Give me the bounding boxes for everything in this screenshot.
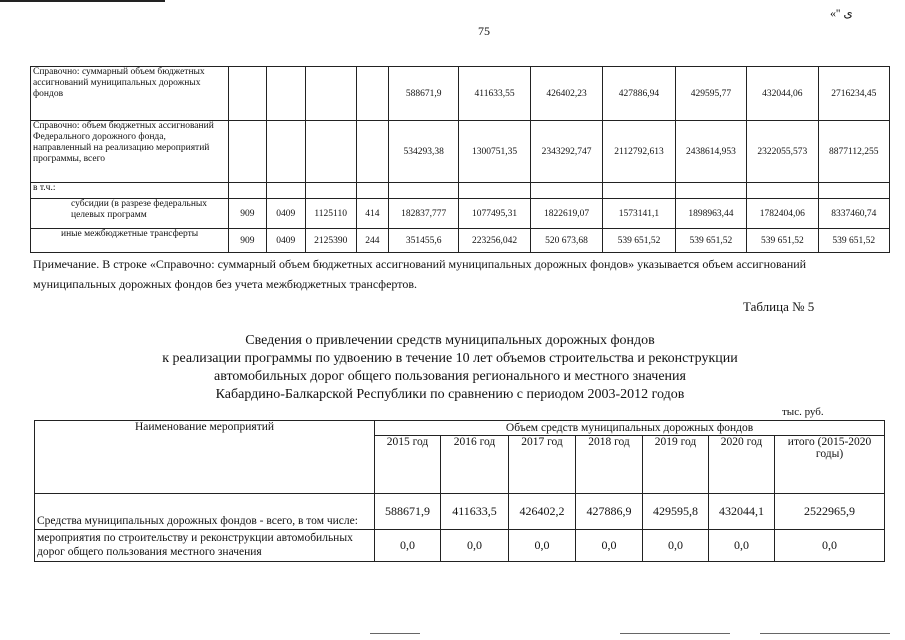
- value-cell: [459, 183, 530, 199]
- heading-line: Кабардино-Балкарской Республики по сравнению с периодом 2003-2012 годов: [215, 387, 685, 402]
- heading-line: к реализации программы по удвоению в течение 10 лет объемов строительства и реконструкции: [162, 351, 738, 366]
- value-cell: 427886,94: [603, 67, 675, 121]
- table-row: [31, 229, 890, 253]
- code-cell: [228, 121, 266, 183]
- table-row: [31, 199, 890, 229]
- code-cell: [305, 67, 356, 121]
- value-cell: [675, 183, 746, 199]
- table-row: [31, 67, 890, 121]
- column-header-year: 2015 год: [375, 436, 441, 494]
- heading-line: Сведения о привлечении средств муниципальных дорожных фондов: [245, 333, 655, 348]
- value-cell: [818, 183, 889, 199]
- heading-line: автомобильных дорог общего пользования регионального и местного значения: [214, 369, 686, 384]
- top-rule: [0, 0, 165, 2]
- value-cell: 411633,5: [441, 494, 509, 530]
- value-cell: 432044,06: [747, 67, 818, 121]
- code-cell: 0409: [266, 199, 305, 229]
- value-cell: [747, 183, 818, 199]
- table-row: [35, 494, 885, 530]
- value-cell: 539 651,52: [818, 229, 889, 253]
- value-cell: [389, 183, 459, 199]
- value-cell: 182837,777: [389, 199, 459, 229]
- value-cell: 539 651,52: [675, 229, 746, 253]
- value-cell: 0,0: [643, 530, 709, 562]
- value-cell: [603, 183, 675, 199]
- row-name: Справочно: объем бюджетных ассигнований Федерального дорожного фонда, направленный на реализацию мероприятий программы, всего: [31, 121, 229, 183]
- value-cell: 427886,9: [576, 494, 643, 530]
- value-cell: 426402,2: [509, 494, 576, 530]
- handwritten-mark: «'' ی: [830, 6, 853, 20]
- value-cell: 411633,55: [459, 67, 530, 121]
- value-cell: 1077495,31: [459, 199, 530, 229]
- column-header-year: 2019 год: [643, 436, 709, 494]
- code-cell: [356, 67, 388, 121]
- code-cell: 0409: [266, 229, 305, 253]
- value-cell: 1300751,35: [459, 121, 530, 183]
- table-row: [35, 530, 885, 562]
- group-header: Объем средств муниципальных дорожных фондов: [375, 421, 885, 436]
- value-cell: 429595,77: [675, 67, 746, 121]
- value-cell: 1822619,07: [530, 199, 602, 229]
- header-row: [35, 421, 885, 436]
- value-cell: 2343292,747: [530, 121, 602, 183]
- row-name: субсидии (в разрезе федеральных целевых программ: [31, 199, 229, 229]
- value-cell: 432044,1: [709, 494, 775, 530]
- code-cell: 2125390: [305, 229, 356, 253]
- units-label: тыс. руб.: [782, 406, 824, 418]
- code-cell: [356, 121, 388, 183]
- value-cell: 351455,6: [389, 229, 459, 253]
- value-cell: 1782404,06: [747, 199, 818, 229]
- code-cell: [228, 183, 266, 199]
- value-cell: 1573141,1: [603, 199, 675, 229]
- code-cell: [266, 183, 305, 199]
- value-cell: 0,0: [375, 530, 441, 562]
- row-name: мероприятия по строительству и реконструкции автомобильных дорог общего пользования местного значения: [35, 530, 375, 562]
- value-cell: 2438614,953: [675, 121, 746, 183]
- code-cell: 1125110: [305, 199, 356, 229]
- value-cell: 534293,38: [389, 121, 459, 183]
- value-cell: [530, 183, 602, 199]
- column-header-total: итого (2015-2020 годы): [775, 436, 885, 494]
- value-cell: 223256,042: [459, 229, 530, 253]
- value-cell: 1898963,44: [675, 199, 746, 229]
- code-cell: 414: [356, 199, 388, 229]
- code-cell: [356, 183, 388, 199]
- column-header-year: 2018 год: [576, 436, 643, 494]
- value-cell: 0,0: [509, 530, 576, 562]
- table-label: Таблица № 5: [743, 299, 815, 314]
- code-cell: [228, 67, 266, 121]
- value-cell: 2522965,9: [775, 494, 885, 530]
- value-cell: 588671,9: [389, 67, 459, 121]
- value-cell: 8337460,74: [818, 199, 889, 229]
- value-cell: 520 673,68: [530, 229, 602, 253]
- code-cell: [266, 121, 305, 183]
- column-header-year: 2020 год: [709, 436, 775, 494]
- value-cell: 2716234,45: [818, 67, 889, 121]
- code-cell: 909: [228, 229, 266, 253]
- value-cell: 539 651,52: [603, 229, 675, 253]
- value-cell: 588671,9: [375, 494, 441, 530]
- row-name: Средства муниципальных дорожных фондов - всего, в том числе:: [35, 494, 375, 530]
- code-cell: [266, 67, 305, 121]
- value-cell: 0,0: [576, 530, 643, 562]
- road-fund-table: [34, 420, 885, 562]
- code-cell: [305, 183, 356, 199]
- scan-artifacts: [370, 633, 890, 635]
- value-cell: 0,0: [441, 530, 509, 562]
- page-number: 75: [478, 24, 490, 38]
- value-cell: 2322055,573: [747, 121, 818, 183]
- column-header-year: 2017 год: [509, 436, 576, 494]
- code-cell: 244: [356, 229, 388, 253]
- table-note: Примечание. В строке «Справочно: суммарный объем бюджетных ассигнований муниципальных дорожных фондов» указывается объем ассигнований муниципальных дорожных фондов без учета межбюджетных трансфертов.: [33, 257, 807, 291]
- row-name: иные межбюджетные трансферты: [31, 229, 229, 253]
- value-cell: 426402,23: [530, 67, 602, 121]
- row-name: в т.ч.:: [31, 183, 229, 199]
- value-cell: 2112792,613: [603, 121, 675, 183]
- table-row: [31, 183, 890, 199]
- column-header-year: 2016 год: [441, 436, 509, 494]
- value-cell: 0,0: [775, 530, 885, 562]
- code-cell: [305, 121, 356, 183]
- value-cell: 8877112,255: [818, 121, 889, 183]
- value-cell: 0,0: [709, 530, 775, 562]
- value-cell: 429595,8: [643, 494, 709, 530]
- budget-table: [30, 66, 890, 253]
- section-heading: [110, 332, 790, 404]
- table-row: [31, 121, 890, 183]
- value-cell: 539 651,52: [747, 229, 818, 253]
- code-cell: 909: [228, 199, 266, 229]
- row-name: Справочно: суммарный объем бюджетных ассигнований муниципальных дорожных фондов: [31, 67, 229, 121]
- column-header-name: Наименование мероприятий: [35, 421, 375, 494]
